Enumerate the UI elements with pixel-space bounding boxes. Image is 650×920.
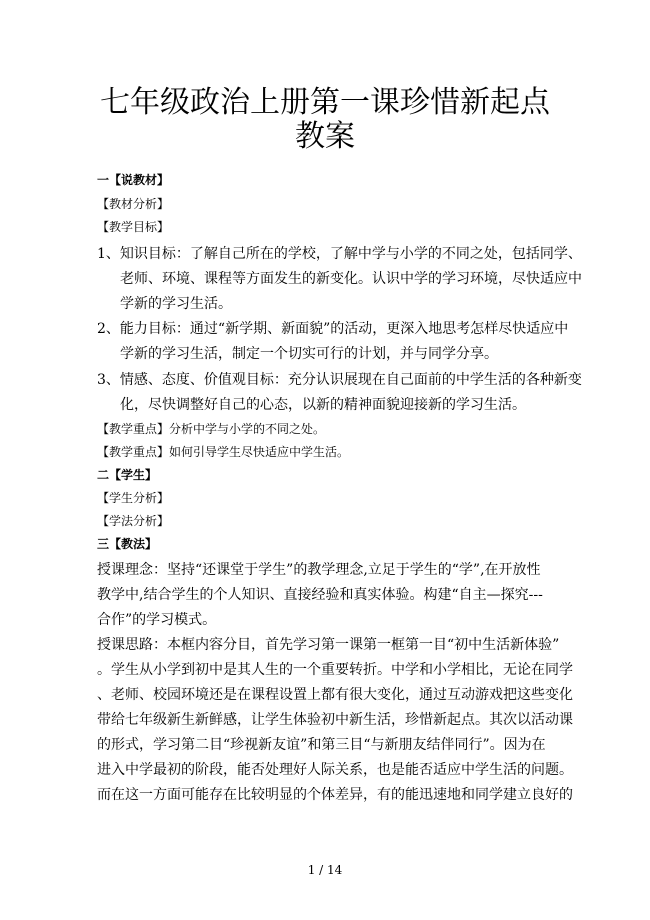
idea-line7: 而在这一方面可能存在比较明显的个体差异，有的能迅速地和同学建立良好的	[97, 787, 573, 803]
method-analysis-label: 【学法分析】	[97, 514, 170, 528]
key-point-2: 【教学重点】如何引导学生尽快适应中学生活。	[97, 445, 350, 459]
idea-line6: 进入中学最初的阶段，能否处理好人际关系，也是能否适应中学生活的问题。	[97, 762, 573, 778]
idea-line4: 带给七年级新生新鲜感，让学生体验初中新生活，珍惜新起点。其次以活动课	[97, 712, 573, 728]
key-point-1: 【教学重点】分析中学与小学的不同之处。	[97, 422, 326, 436]
idea-line3: 、老师、校园环境还是在课程设置上都有很大变化，通过互动游戏把这些变化	[97, 687, 573, 703]
goal3-line2: 化，尽快调整好自己的心态，以新的精神面貌迎接新的学习生活。	[120, 397, 526, 413]
section-3-heading: 三【教法】	[97, 537, 158, 551]
goal1-line1: 1、知识目标：了解自己所在的学校，了解中学与小学的不同之处，包括同学、	[97, 246, 582, 262]
concept-line1: 授课理念：坚持“还课堂于学生”的教学理念,立足于学生的“学”,在开放性	[97, 562, 541, 578]
concept-line2: 教学中,结合学生的个人知识、直接经验和真实体验。构建“自主—探究---	[97, 587, 543, 603]
student-analysis-label: 【学生分析】	[97, 491, 170, 505]
material-analysis-label: 【教材分析】	[97, 197, 170, 211]
doc-title-line2: 教案	[295, 119, 355, 154]
goal1-line3: 学新的学习生活。	[120, 296, 232, 312]
idea-line1: 授课思路：本框内容分目，首先学习第一课第一框第一目“初中生活新体验”	[97, 637, 560, 653]
page-number: 1 / 14	[307, 863, 343, 877]
section-1-heading: 一【说教材】	[97, 173, 170, 187]
idea-line5: 的形式，学习第二目“珍视新友谊”和第三目“与新朋友结伴同行”。因为在	[97, 737, 546, 753]
teaching-goals-label: 【教学目标】	[97, 220, 170, 234]
goal3-line1: 3、情感、态度、价值观目标：充分认识展现在自己面前的中学生活的各种新变	[97, 372, 582, 388]
idea-line2: 。学生从小学到初中是其人生的一个重要转折。中学和小学相比，无论在同学	[97, 662, 573, 678]
goal1-line2: 老师、环境、课程等方面发生的新变化。认识中学的学习环境，尽快适应中	[120, 271, 582, 287]
goal2-line1: 2、能力目标：通过“新学期、新面貌”的活动，更深入地思考怎样尽快适应中	[97, 321, 569, 337]
goal2-line2: 学新的学习生活，制定一个切实可行的计划，并与同学分享。	[120, 346, 498, 362]
section-2-heading: 二【学生】	[97, 468, 158, 482]
doc-title-line1: 七年级政治上册第一课珍惜新起点	[100, 85, 550, 120]
concept-line3: 合作”的学习模式。	[97, 612, 217, 628]
